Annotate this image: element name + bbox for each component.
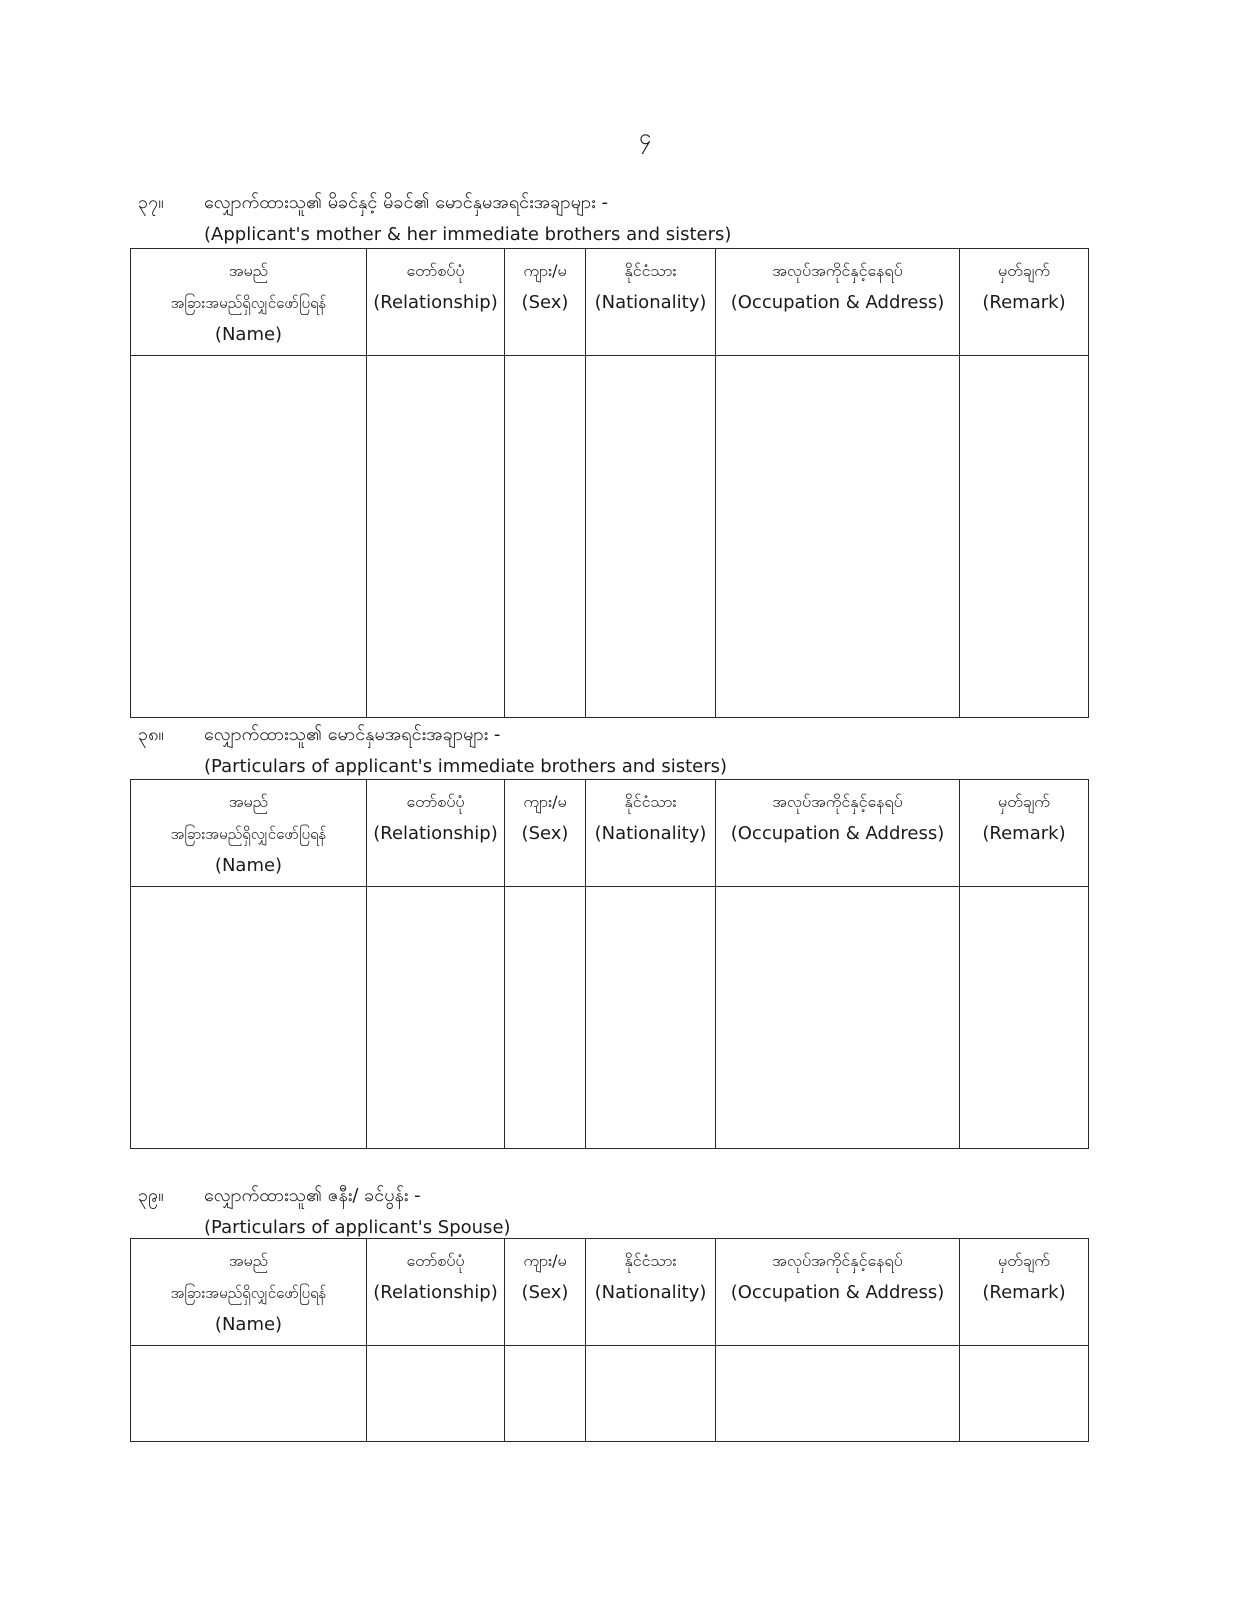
section-39-title: လျှောက်ထားသူ၏ ဇနီး/ ခင်ပွန်း - bbox=[204, 1185, 421, 1206]
header-relationship bbox=[367, 1239, 505, 1346]
header-occupation-en: (Occupation & Address) bbox=[730, 292, 945, 313]
cell-remark[interactable] bbox=[960, 1346, 1089, 1442]
header-occupation-my: အလုပ်အကိုင်နှင့်နေရပ် bbox=[772, 1251, 903, 1270]
header-remark-en: (Remark) bbox=[982, 292, 1066, 313]
header-name-en: (Name) bbox=[214, 855, 283, 876]
header-name-my: အမည် bbox=[228, 792, 269, 811]
header-sex bbox=[505, 1239, 586, 1346]
header-sex-en: (Sex) bbox=[521, 292, 569, 313]
cell-remark[interactable] bbox=[960, 887, 1089, 1149]
cell-sex[interactable] bbox=[505, 356, 586, 718]
header-sex-my: ကျား/မ bbox=[523, 261, 567, 280]
header-name-my-note: အခြားအမည်ရှိလျှင်ဖော်ပြရန် bbox=[170, 1284, 327, 1302]
table-row bbox=[131, 887, 1089, 1149]
header-remark-en: (Remark) bbox=[982, 823, 1066, 844]
table-row bbox=[131, 1346, 1089, 1442]
header-relationship bbox=[367, 249, 505, 356]
header-name-en: (Name) bbox=[214, 324, 283, 345]
header-sex-my: ကျား/မ bbox=[523, 1251, 567, 1270]
header-occupation-en: (Occupation & Address) bbox=[730, 1282, 945, 1303]
header-nationality bbox=[586, 780, 716, 887]
header-relationship-en: (Relationship) bbox=[373, 292, 498, 313]
table-header-row bbox=[131, 249, 1089, 356]
header-occupation-address bbox=[716, 1239, 960, 1346]
header-relationship-en: (Relationship) bbox=[373, 1282, 498, 1303]
cell-remark[interactable] bbox=[960, 356, 1089, 718]
header-sex-en: (Sex) bbox=[521, 1282, 569, 1303]
header-nationality bbox=[586, 249, 716, 356]
cell-sex[interactable] bbox=[505, 1346, 586, 1442]
section-39-subtitle: (Particulars of applicant's Spouse) bbox=[204, 1217, 511, 1238]
header-relationship-my: တော်စပ်ပုံ bbox=[406, 792, 465, 811]
header-sex-my: ကျား/မ bbox=[523, 792, 567, 811]
section-38-number: ၃၈။ bbox=[138, 724, 164, 745]
header-relationship bbox=[367, 780, 505, 887]
header-nationality-en: (Nationality) bbox=[594, 1282, 707, 1303]
section-37-number: ၃၇။ bbox=[138, 192, 164, 213]
header-sex bbox=[505, 780, 586, 887]
cell-relationship[interactable] bbox=[367, 1346, 505, 1442]
cell-nationality[interactable] bbox=[586, 1346, 716, 1442]
section-38-title: လျှောက်ထားသူ၏ မောင်နှမအရင်းအချာများ - bbox=[204, 724, 501, 745]
cell-name[interactable] bbox=[131, 1346, 367, 1442]
header-name bbox=[131, 249, 367, 356]
header-remark bbox=[960, 249, 1089, 356]
header-relationship-my: တော်စပ်ပုံ bbox=[406, 261, 465, 280]
header-name bbox=[131, 780, 367, 887]
header-remark bbox=[960, 780, 1089, 887]
cell-nationality[interactable] bbox=[586, 356, 716, 718]
cell-name[interactable] bbox=[131, 356, 367, 718]
cell-nationality[interactable] bbox=[586, 887, 716, 1149]
section-39-table bbox=[130, 1238, 1089, 1442]
header-name-my-note: အခြားအမည်ရှိလျှင်ဖော်ပြရန် bbox=[170, 294, 327, 312]
page-number: ၄ bbox=[638, 125, 652, 150]
header-remark-my: မှတ်ချက် bbox=[998, 1251, 1050, 1270]
table-row bbox=[131, 356, 1089, 718]
section-38-subtitle: (Particulars of applicant's immediate brothers and sisters) bbox=[204, 756, 728, 777]
header-sex bbox=[505, 249, 586, 356]
section-37-table bbox=[130, 248, 1089, 718]
section-39-number: ၃၉။ bbox=[138, 1185, 164, 1206]
header-name-my-note: အခြားအမည်ရှိလျှင်ဖော်ပြရန် bbox=[170, 825, 327, 843]
table-header-row bbox=[131, 1239, 1089, 1346]
header-occupation-address bbox=[716, 780, 960, 887]
header-relationship-my: တော်စပ်ပုံ bbox=[406, 1251, 465, 1270]
header-nationality bbox=[586, 1239, 716, 1346]
header-nationality-my: နိုင်ငံသား bbox=[624, 1251, 677, 1270]
cell-sex[interactable] bbox=[505, 887, 586, 1149]
cell-occupation-address[interactable] bbox=[716, 887, 960, 1149]
cell-occupation-address[interactable] bbox=[716, 356, 960, 718]
section-38-table bbox=[130, 779, 1089, 1149]
header-nationality-my: နိုင်ငံသား bbox=[624, 792, 677, 811]
header-name bbox=[131, 1239, 367, 1346]
cell-relationship[interactable] bbox=[367, 887, 505, 1149]
header-name-my: အမည် bbox=[228, 1251, 269, 1270]
cell-occupation-address[interactable] bbox=[716, 1346, 960, 1442]
header-remark-my: မှတ်ချက် bbox=[998, 261, 1050, 280]
header-sex-en: (Sex) bbox=[521, 823, 569, 844]
cell-relationship[interactable] bbox=[367, 356, 505, 718]
section-37-title: လျှောက်ထားသူ၏ မိခင်နှင့် မိခင်၏ မောင်နှမအရင်းအချာများ - bbox=[204, 192, 608, 213]
cell-name[interactable] bbox=[131, 887, 367, 1149]
header-nationality-en: (Nationality) bbox=[594, 823, 707, 844]
header-nationality-en: (Nationality) bbox=[594, 292, 707, 313]
section-37-subtitle: (Applicant's mother & her immediate brothers and sisters) bbox=[204, 224, 732, 245]
header-occupation-my: အလုပ်အကိုင်နှင့်နေရပ် bbox=[772, 792, 903, 811]
header-nationality-my: နိုင်ငံသား bbox=[624, 261, 677, 280]
header-occupation-address bbox=[716, 249, 960, 356]
header-remark-my: မှတ်ချက် bbox=[998, 792, 1050, 811]
header-occupation-my: အလုပ်အကိုင်နှင့်နေရပ် bbox=[772, 261, 903, 280]
header-remark-en: (Remark) bbox=[982, 1282, 1066, 1303]
header-occupation-en: (Occupation & Address) bbox=[730, 823, 945, 844]
header-relationship-en: (Relationship) bbox=[373, 823, 498, 844]
header-remark bbox=[960, 1239, 1089, 1346]
table-header-row bbox=[131, 780, 1089, 887]
header-name-en: (Name) bbox=[214, 1314, 283, 1335]
header-name-my: အမည် bbox=[228, 261, 269, 280]
